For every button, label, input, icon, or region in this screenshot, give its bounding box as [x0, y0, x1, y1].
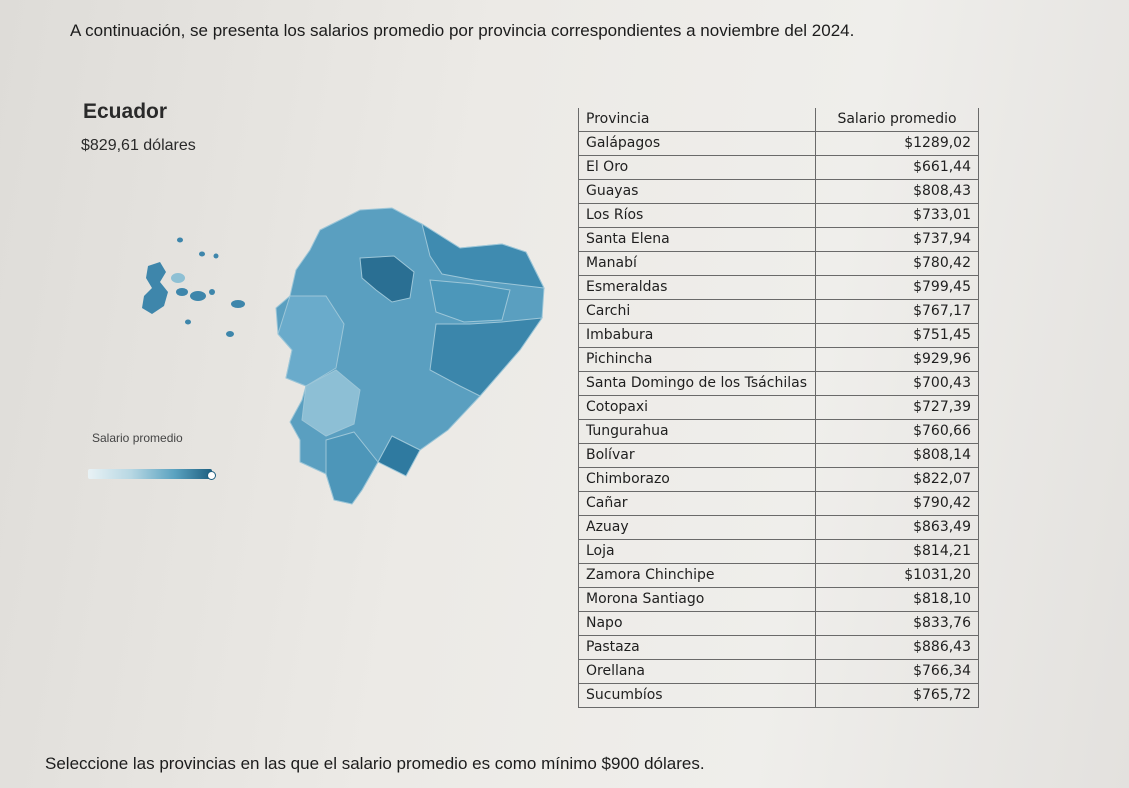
province-salary: $700,43: [816, 372, 979, 396]
table-row: [579, 228, 979, 252]
province-name: Morona Santiago: [579, 588, 816, 612]
province-name: Bolívar: [579, 444, 816, 468]
province-name: Azuay: [579, 516, 816, 540]
province-salary: $863,49: [816, 516, 979, 540]
table-row: [579, 372, 979, 396]
province-name: Pastaza: [579, 636, 816, 660]
province-name: Sucumbíos: [579, 684, 816, 708]
province-name: El Oro: [579, 156, 816, 180]
table-row: [579, 156, 979, 180]
salary-table: [578, 108, 979, 708]
province-salary: $799,45: [816, 276, 979, 300]
table-row: [579, 540, 979, 564]
table-row: [579, 420, 979, 444]
province-name: Santa Domingo de los Tsáchilas: [579, 372, 816, 396]
province-salary: $751,45: [816, 324, 979, 348]
table-row: [579, 684, 979, 708]
table-row: [579, 492, 979, 516]
province-salary: $766,34: [816, 660, 979, 684]
province-salary: $661,44: [816, 156, 979, 180]
province-name: Pichincha: [579, 348, 816, 372]
table-row: [579, 516, 979, 540]
province-salary: $1031,20: [816, 564, 979, 588]
province-salary: $767,17: [816, 300, 979, 324]
province-name: Zamora Chinchipe: [579, 564, 816, 588]
table-row: [579, 444, 979, 468]
intro-text: A continuación, se presenta los salarios promedio por provincia correspondientes a noviembre del 2024.: [70, 21, 855, 40]
province-salary: $818,10: [816, 588, 979, 612]
province-salary: $822,07: [816, 468, 979, 492]
province-salary: $760,66: [816, 420, 979, 444]
province-salary: $780,42: [816, 252, 979, 276]
province-salary: $727,39: [816, 396, 979, 420]
table-row: [579, 588, 979, 612]
province-name: Napo: [579, 612, 816, 636]
legend-title: Salario promedio: [92, 431, 183, 445]
province-name: Manabí: [579, 252, 816, 276]
province-salary: $808,43: [816, 180, 979, 204]
province-salary: $808,14: [816, 444, 979, 468]
table-row: [579, 252, 979, 276]
province-name: Cotopaxi: [579, 396, 816, 420]
table-header-row: [579, 108, 979, 132]
national-average: $829,61 dólares: [81, 137, 196, 154]
legend-marker: [207, 471, 216, 480]
mainland-provinces: [276, 208, 544, 504]
table-row: [579, 132, 979, 156]
galapagos-islands: [142, 238, 245, 338]
header-province: Provincia: [579, 108, 816, 132]
table-row: [579, 324, 979, 348]
table-row: [579, 396, 979, 420]
province-name: Carchi: [579, 300, 816, 324]
province-name: Cañar: [579, 492, 816, 516]
table-body: [579, 132, 979, 708]
province-salary: $1289,02: [816, 132, 979, 156]
legend-color-scale: [88, 469, 212, 479]
table-row: [579, 204, 979, 228]
province-salary: $733,01: [816, 204, 979, 228]
table-row: [579, 348, 979, 372]
province-name: Esmeraldas: [579, 276, 816, 300]
province-name: Tungurahua: [579, 420, 816, 444]
province-name: Santa Elena: [579, 228, 816, 252]
province-name: Los Ríos: [579, 204, 816, 228]
table-row: [579, 612, 979, 636]
map-title: Ecuador: [83, 100, 168, 123]
province-name: Chimborazo: [579, 468, 816, 492]
table-row: [579, 468, 979, 492]
province-salary: $929,96: [816, 348, 979, 372]
province-name: Loja: [579, 540, 816, 564]
table-row: [579, 300, 979, 324]
header-salary: Salario promedio: [816, 108, 979, 132]
table-row: [579, 636, 979, 660]
province-salary: $765,72: [816, 684, 979, 708]
question-text: Seleccione las provincias en las que el salario promedio es como mínimo $900 dólares.: [45, 754, 705, 773]
table-row: [579, 660, 979, 684]
province-salary: $833,76: [816, 612, 979, 636]
table-row: [579, 564, 979, 588]
province-salary: $737,94: [816, 228, 979, 252]
province-name: Galápagos: [579, 132, 816, 156]
province-name: Orellana: [579, 660, 816, 684]
table-row: [579, 276, 979, 300]
province-salary: $790,42: [816, 492, 979, 516]
province-salary: $886,43: [816, 636, 979, 660]
province-name: Imbabura: [579, 324, 816, 348]
province-name: Guayas: [579, 180, 816, 204]
table-row: [579, 180, 979, 204]
province-salary: $814,21: [816, 540, 979, 564]
